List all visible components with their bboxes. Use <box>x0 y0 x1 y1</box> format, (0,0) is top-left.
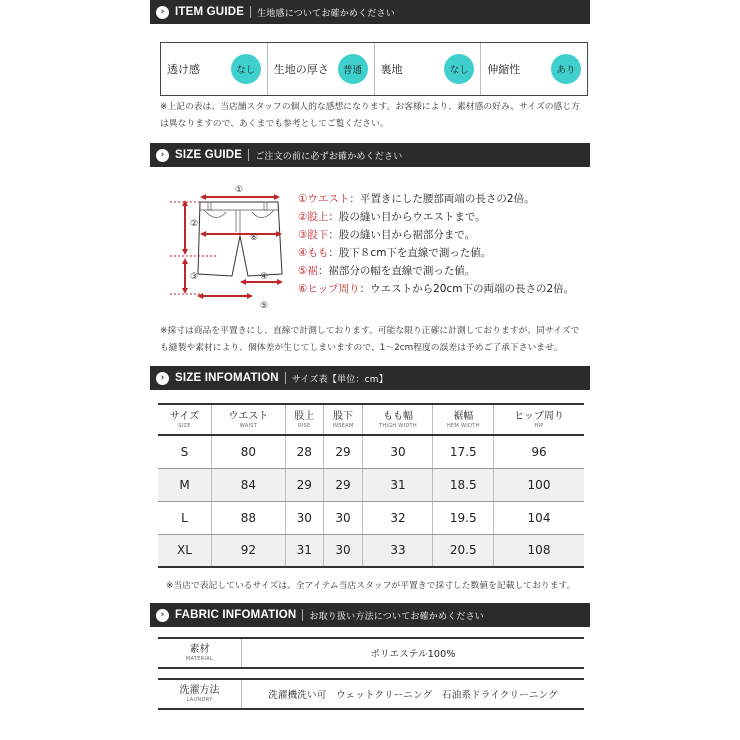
table-cell: 30 <box>363 435 433 468</box>
table-cell: 17.5 <box>433 435 494 468</box>
size-guide-header <box>150 143 590 167</box>
size-info-note: ※当店で表記しているサイズは、全アイテム当店スタッフが平置きで採寸した数値を記載しております。 <box>166 581 576 591</box>
laundry-label <box>158 680 242 708</box>
guide-cell-transparency <box>161 43 268 95</box>
guide-label: 透け感 <box>167 63 200 76</box>
fabric-info-subtitle: お取り扱い方法についてお確かめください <box>309 611 484 622</box>
legend-desc: ：股の縫い目からウエストまで。 <box>328 211 486 223</box>
legend-key: ③股下 <box>298 229 329 241</box>
item-guide-note <box>160 99 590 133</box>
chevron-right-icon: › <box>156 609 169 622</box>
guide-cell-thickness <box>268 43 375 95</box>
table-cell: 92 <box>211 534 285 567</box>
legend-key: ①ウエスト <box>298 193 350 205</box>
size-info-header <box>150 366 590 390</box>
material-value: ポリエステル100% <box>370 649 456 660</box>
fabric-info-title: FABRIC INFOMATION <box>175 609 297 621</box>
legend-row <box>298 226 574 244</box>
material-label <box>158 639 242 667</box>
label-en: MATERIAL <box>185 655 214 662</box>
col-header: もも幅 THIGH WIDTH <box>363 404 433 435</box>
table-row <box>158 501 584 534</box>
table-cell: 29 <box>285 468 323 501</box>
guide-label: 伸縮性 <box>487 63 521 76</box>
marker-2: ② <box>189 219 199 229</box>
table-cell: 30 <box>285 501 323 534</box>
guide-cell-stretch <box>481 43 587 95</box>
legend-row <box>298 208 574 226</box>
table-cell: 88 <box>211 501 285 534</box>
legend-row <box>298 190 574 208</box>
table-cell: 30 <box>323 501 363 534</box>
legend-row <box>298 280 574 298</box>
guide-value-badge: なし <box>231 54 261 84</box>
col-header: ヒップ周り HIP <box>494 404 584 435</box>
size-table <box>158 403 584 568</box>
divider <box>248 149 249 161</box>
col-header: ウエスト WAIST <box>211 404 285 435</box>
chevron-right-icon: › <box>156 372 169 385</box>
note-line: は異なりますので、あくまでも参考としてご覧ください。 <box>160 119 389 129</box>
label-en: LAUNDRY <box>186 696 213 703</box>
table-cell: 29 <box>323 435 363 468</box>
table-cell: 84 <box>211 468 285 501</box>
guide-label: 裏地 <box>380 63 403 76</box>
guide-value-badge: あり <box>551 54 581 84</box>
marker-4: ④ <box>259 272 269 282</box>
item-guide-title: ITEM GUIDE <box>175 6 245 18</box>
guide-value-badge: 普通 <box>338 54 368 84</box>
table-cell: 108 <box>494 534 584 567</box>
marker-1: ① <box>234 185 244 195</box>
table-cell: M <box>158 468 211 501</box>
size-guide-subtitle: ご注文の前に必ずお確かめください <box>255 151 403 162</box>
fabric-info-header <box>150 603 590 627</box>
divider <box>302 609 303 621</box>
marker-5: ⑤ <box>259 301 269 311</box>
table-cell: XL <box>158 534 211 567</box>
laundry-row <box>158 678 584 710</box>
table-cell: 30 <box>323 534 363 567</box>
size-info-subtitle: サイズ表【単位：cm】 <box>291 374 388 385</box>
legend-key: ④もも <box>298 247 329 259</box>
table-row <box>158 468 584 501</box>
table-cell: 18.5 <box>433 468 494 501</box>
table-cell: 100 <box>494 468 584 501</box>
col-header: 裾幅 HEM WIDTH <box>433 404 494 435</box>
table-cell: 20.5 <box>433 534 494 567</box>
table-cell: 80 <box>211 435 285 468</box>
size-info-title: SIZE INFOMATION <box>175 372 279 384</box>
size-table-header-row <box>158 404 584 435</box>
divider <box>285 372 286 384</box>
guide-cell-lining <box>375 43 482 95</box>
legend-key: ②股上 <box>298 211 329 223</box>
table-cell: 28 <box>285 435 323 468</box>
guide-label: 生地の厚さ <box>273 63 329 76</box>
legend-row <box>298 262 574 280</box>
note-line: ※採寸は商品を平置きにし、直線で計測しております。可能な限り正確に計測しておりますが、同サイズで <box>160 326 580 336</box>
size-guide-note <box>160 323 590 357</box>
table-cell: 19.5 <box>433 501 494 534</box>
col-header: 股下 INSEAM <box>323 404 363 435</box>
size-guide-title: SIZE GUIDE <box>175 149 243 161</box>
chevron-right-icon: › <box>156 149 169 162</box>
table-cell: 32 <box>363 501 433 534</box>
table-cell: 104 <box>494 501 584 534</box>
material-row <box>158 637 584 669</box>
legend-desc: ：股下８cm下を直線で測った値。 <box>328 247 492 259</box>
table-cell: 31 <box>285 534 323 567</box>
marker-3: ③ <box>189 272 199 282</box>
table-row <box>158 534 584 567</box>
col-header: 股上 RISE <box>285 404 323 435</box>
table-row <box>158 435 584 468</box>
marker-6: ⑥ <box>249 233 259 243</box>
measurement-legend <box>298 190 574 298</box>
item-guide-box <box>160 42 588 96</box>
table-cell: 29 <box>323 468 363 501</box>
legend-desc: ：裾部分の幅を直線で測った値。 <box>317 265 476 277</box>
divider <box>250 6 251 18</box>
legend-row <box>298 244 574 262</box>
legend-desc: ：平置きにした腰部両端の長さの2倍。 <box>349 193 535 205</box>
note-line: ※上記の表は、当店舗スタッフの個人的な感想になります。お客様により、素材感の好み、サイズの感じ方 <box>160 102 580 112</box>
legend-key: ⑤裾 <box>298 265 318 277</box>
label-jp: 洗濯方法 <box>179 684 220 696</box>
shorts-measurement-diagram <box>160 178 295 313</box>
item-guide-header <box>150 0 590 24</box>
table-cell: S <box>158 435 211 468</box>
guide-value-badge: なし <box>444 54 474 84</box>
chevron-right-icon: › <box>156 6 169 19</box>
table-cell: 31 <box>363 468 433 501</box>
label-jp: 素材 <box>189 643 210 655</box>
legend-desc: ：ウエストから20cm下の両端の長さの2倍。 <box>359 283 575 295</box>
legend-desc: ：股の縫い目から裾部分まで。 <box>328 229 476 241</box>
item-guide-subtitle: 生地感についてお確かめください <box>257 8 395 19</box>
note-line: も縫製や素材により、個体差が生じてしまいますので、1〜2cm程度の誤差は予めご了承下さいませ。 <box>160 343 563 353</box>
laundry-value: 洗濯機洗い可 ウェットクリーニング 石油系ドライクリーニング <box>268 690 558 701</box>
col-header: サイズ SIZE <box>158 404 211 435</box>
table-cell: 96 <box>494 435 584 468</box>
table-cell: 33 <box>363 534 433 567</box>
table-cell: L <box>158 501 211 534</box>
legend-key: ⑥ヒップ周り <box>298 283 360 295</box>
